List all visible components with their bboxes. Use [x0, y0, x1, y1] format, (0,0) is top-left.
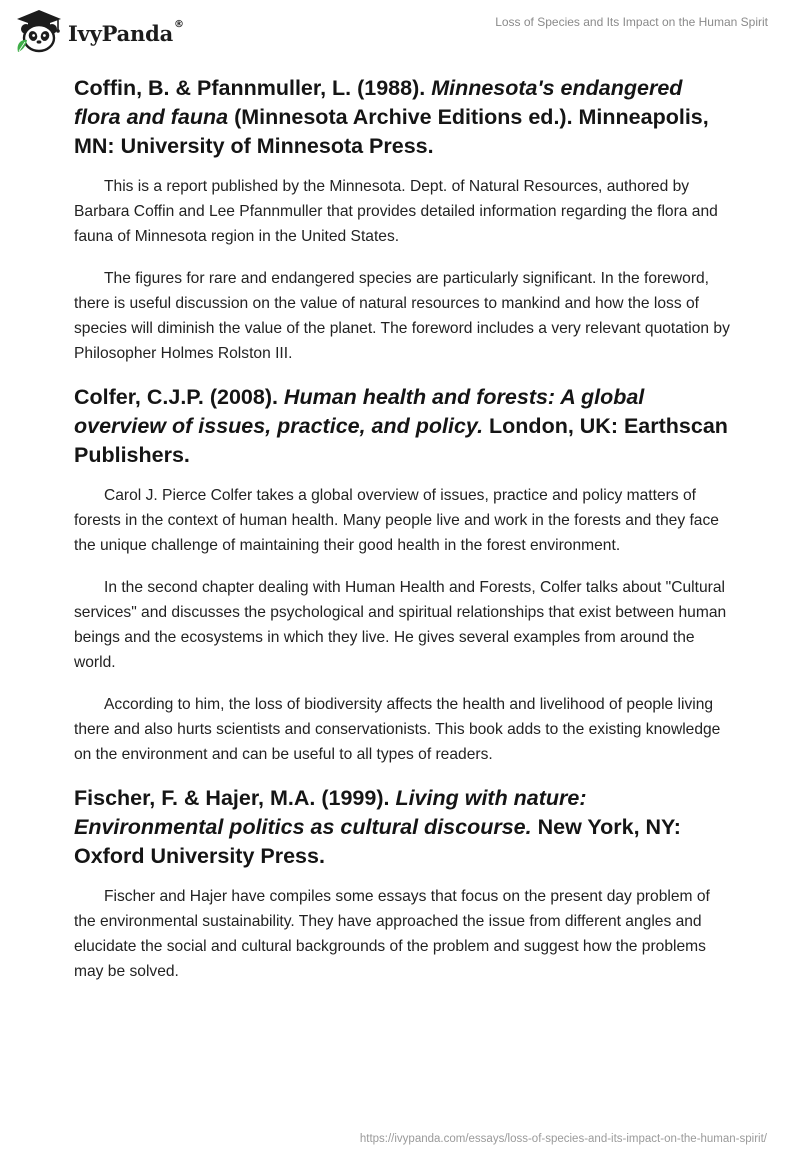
reference-entry [74, 74, 734, 366]
reference-citation [74, 74, 734, 161]
citation-authors: Fischer, F. & Hajer, M.A. (1999). [74, 786, 396, 810]
citation-work-title: Human health and forests: A global overview of issues, practice, and policy. [74, 385, 645, 438]
citation-work-title: Living with nature: Environmental politics as cultural discourse. [74, 786, 587, 839]
source-url-link[interactable]: https://ivypanda.com/essays/loss-of-species-and-its-impact-on-the-human-spirit/ [359, 1133, 767, 1145]
panda-graduate-icon [14, 8, 64, 54]
citation-authors: Colfer, C.J.P. (2008). [74, 385, 284, 409]
citation-publisher: New York, NY: Oxford University Press. [74, 815, 681, 868]
document-title: Loss of Species and Its Impact on the Human Spirit [495, 15, 768, 29]
registered-mark: ® [174, 18, 184, 30]
citation-publisher: London, UK: Earthscan Publishers. [74, 414, 728, 467]
annotation-paragraph: According to him, the loss of biodiversity affects the health and livelihood of people living there and also hurts scientists and conservationists. This book adds to the existing knowledge on the environment and can be useful to all types of readers. [74, 696, 721, 763]
reference-citation [74, 383, 734, 470]
brand-name: IvyPanda® [68, 18, 184, 46]
annotation-paragraph: Carol J. Pierce Colfer takes a global overview of issues, practice and policy matters of forests in the context of human health. Many people live and work in the forests and they face the unique challenge of maintaining their good health in the forest environment. [74, 487, 719, 554]
annotation-paragraph: This is a report published by the Minnesota. Dept. of Natural Resources, authored by Barbara Coffin and Lee Pfannmuller that provides detailed information regarding the flora and fauna of Minnesota region in the United States. [74, 178, 718, 245]
page-header [0, 0, 800, 70]
document-body [74, 74, 734, 1001]
citation-work-title: Minnesota's endangered flora and fauna [74, 76, 683, 129]
annotation-paragraph: Fischer and Hajer have compiles some essays that focus on the present day problem of the environmental sustainability. They have approached the issue from different angles and elucidate the social and cultural backgrounds of the problem and suggest how the problems may be solved. [74, 888, 710, 980]
citation-authors: Coffin, B. & Pfannmuller, L. (1988). [74, 76, 432, 100]
reference-citation [74, 784, 734, 871]
reference-entry [74, 784, 734, 984]
annotation-paragraph: The figures for rare and endangered species are particularly significant. In the foreword, there is useful discussion on the value of natural resources to mankind and how the loss of species will diminish the value of the planet. The foreword includes a very relevant quotation by Philosopher Holmes Rolston III. [74, 270, 730, 362]
ivypanda-logo[interactable] [14, 8, 184, 54]
reference-entry [74, 383, 734, 767]
annotation-paragraph: In the second chapter dealing with Human Health and Forests, Colfer talks about "Cultural services" and discusses the psychological and spiritual relationships that exist between human beings and the ecosystems in which they live. He gives several examples from around the world. [74, 579, 727, 671]
citation-publisher: (Minnesota Archive Editions ed.). Minneapolis, MN: University of Minnesota Press. [74, 105, 709, 158]
